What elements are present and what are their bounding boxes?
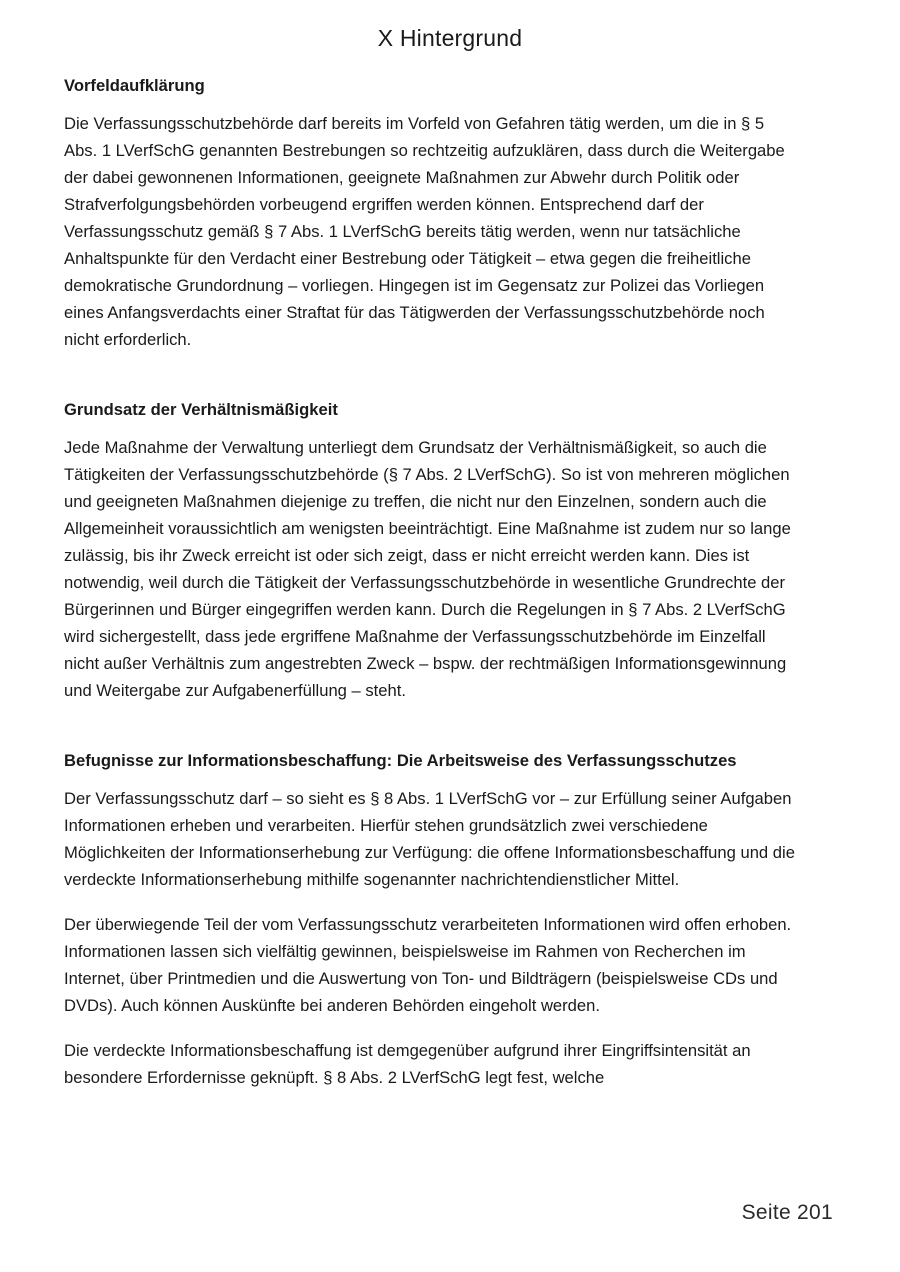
document-body <box>64 72 799 1091</box>
paragraph: Die Verfassungsschutzbehörde darf bereits im Vorfeld von Gefahren tätig werden, um die in § 5 Abs. 1 LVerfSchG genannten Bestrebungen so rechtzeitig aufzuklären, dass durch die Weitergabe der dabei gewonnenen Informationen, geeignete Maßnahmen zur Abwehr durch Politik oder Strafverfolgungsbehörden vorbeugend ergriffen werden können. Entsprechend darf der Verfassungsschutz gemäß § 7 Abs. 1 LVerfSchG bereits tätig werden, wenn nur tatsächliche Anhaltspunkte für den Verdacht einer Bestrebung oder Tätigkeit – etwa gegen die freiheitliche demokratische Grundordnung – vorliegen. Hingegen ist im Gegensatz zur Polizei das Vorliegen eines Anfangsverdachts einer Straftat für das Tätigwerden der Verfassungsschutzbehörde noch nicht erforderlich. <box>64 114 785 349</box>
paragraph: Der überwiegende Teil der vom Verfassungsschutz verarbeiteten Informationen wird offen erhoben. Informationen lassen sich vielfältig gewinnen, beispielsweise im Rahmen von Recherchen im Internet, über Printmedien und die Auswertung von Ton- und Bildträgern (beispielsweise CDs und DVDs). Auch können Auskünfte bei anderen Behörden eingeholt werden. <box>64 915 792 1015</box>
section-heading: Vorfeldaufklärung <box>64 76 205 95</box>
page-title: X Hintergrund <box>377 25 523 51</box>
paragraph: Die verdeckte Informationsbeschaffung ist demgegenüber aufgrund ihrer Eingriffsintensität an besondere Erfordernisse geknüpft. § 8 Abs. 2 LVerfSchG legt fest, welche <box>64 1041 751 1087</box>
section-heading: Grundsatz der Verhältnismäßigkeit <box>64 400 338 419</box>
section-vorfeldaufklaerung <box>64 72 799 353</box>
section-verhaeltnismaessigkeit <box>64 396 799 704</box>
section-befugnisse <box>64 747 799 1091</box>
paragraph: Jede Maßnahme der Verwaltung unterliegt dem Grundsatz der Verhältnismäßigkeit, so auch die Tätigkeiten der Verfassungsschutzbehörde (§ 7 Abs. 2 LVerfSchG). So ist von mehreren möglichen und geeigneten Maßnahmen diejenige zu treffen, die nicht nur den Einzelnen, sondern auch die Allgemeinheit voraussichtlich am wenigsten beeinträchtigt. Eine Maßnahme ist zudem nur so lange zulässig, bis ihr Zweck erreicht ist oder sich zeigt, dass er nicht erreicht werden kann. Dies ist notwendig, weil durch die Tätigkeit der Verfassungsschutzbehörde in wesentliche Grundrechte der Bürgerinnen und Bürger eingegriffen werden kann. Durch die Regelungen in § 7 Abs. 2 LVerfSchG wird sichergestellt, dass jede ergriffene Maßnahme der Verfassungsschutzbehörde im Einzelfall nicht außer Verhältnis zum angestrebten Zweck – bspw. der rechtmäßigen Informationsgewinnung und Weitergabe zur Aufgabenerfüllung – steht. <box>64 438 791 700</box>
page-number: Seite 201 <box>741 1201 833 1224</box>
paragraph: Der Verfassungsschutz darf – so sieht es § 8 Abs. 1 LVerfSchG vor – zur Erfüllung seiner Aufgaben Informationen erheben und verarbeiten. Hierfür stehen grundsätzlich zwei verschiedene Möglichkeiten der Informationserhebung zur Verfügung: die offene Informationsbeschaffung und die verdeckte Informationserhebung mithilfe sogenannter nachrichtendienstlicher Mittel. <box>64 789 795 889</box>
section-heading: Befugnisse zur Informationsbeschaffung: Die Arbeitsweise des Verfassungsschutzes <box>64 751 737 770</box>
